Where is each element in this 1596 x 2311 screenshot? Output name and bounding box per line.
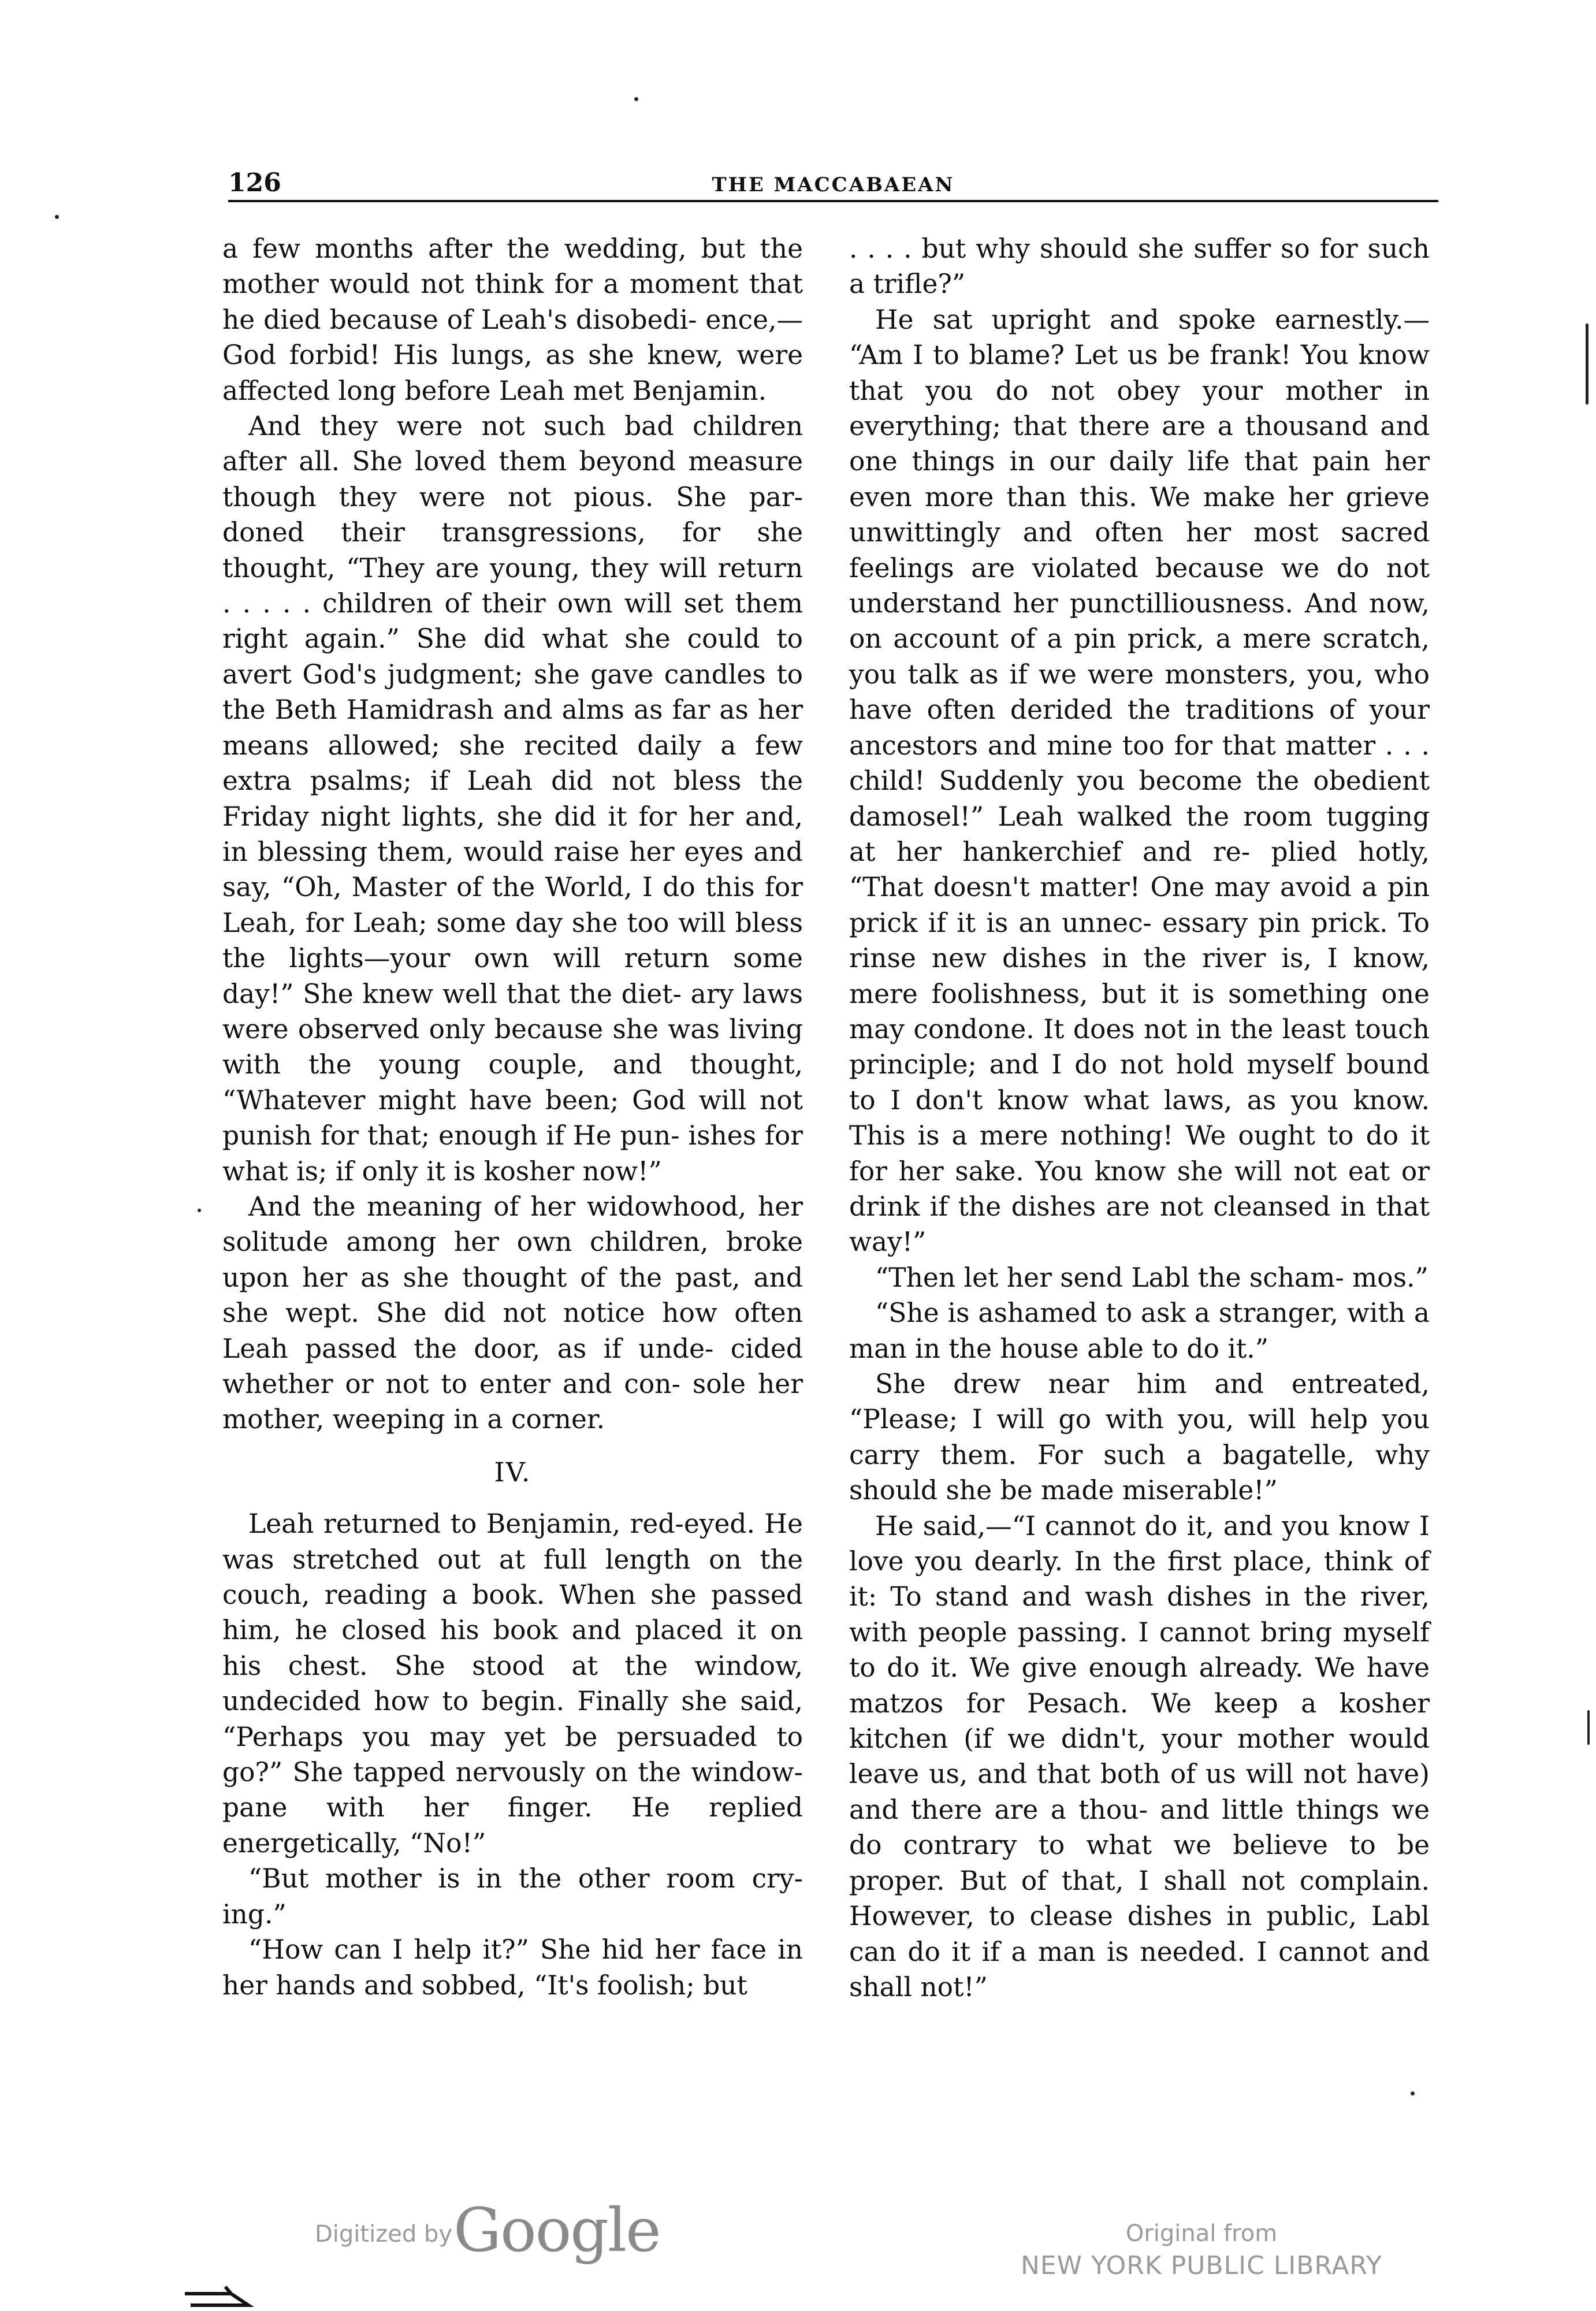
scan-speck: [1411, 2091, 1415, 2095]
google-logo: Google: [453, 2195, 660, 2265]
original-from-text: Original from: [1125, 2220, 1278, 2247]
paragraph: . . . . but why should she suffer so for such a trifle?”: [849, 233, 1430, 300]
library-name: NEW YORK PUBLIC LIBRARY: [1020, 2251, 1383, 2280]
library-credit: [942, 2219, 1461, 2283]
scan-speck: [1586, 324, 1588, 404]
header-rule: [228, 200, 1438, 202]
paragraph: “But mother is in the other room cry- ing.”: [222, 1863, 803, 1930]
left-column: [222, 231, 803, 2003]
right-column: [849, 231, 1430, 2005]
scan-speck: [55, 215, 59, 219]
scan-speck: [1587, 1710, 1590, 1745]
paragraph: “How can I help it?” She hid her face in her hands and sobbed, “It's foolish; but: [222, 1934, 803, 2001]
paragraph: He said,—“I cannot do it, and you know I love you dearly. In the first place, think of it: To stand and wash dishes in the river, with people passing. I cannot bring myself to do it. We give enough already. We have matzos for Pesach. We keep a kosher kitchen (if we didn't, your mother would leave us, and that both of us will not have) and there are a thou- and little things we do contrary to what we believe to be proper. But of that, I shall not complain. However, to clease dishes in public, Labl can do it if a man is needed. I cannot and shall not!”: [849, 1510, 1430, 2002]
page-number: 126: [228, 168, 281, 198]
paragraph: And the meaning of her widowhood, her solitude among her own children, broke upon her as she thought of the past, and she wept. She did not notice how often Leah passed the door, as if unde- cided whether or not to enter and con- sole her mother, weeping in a corner.: [222, 1191, 803, 1435]
paragraph: She drew near him and entreated, “Please; I will go with you, will help you carry them. For such a bagatelle, why should she be made miserable!”: [849, 1369, 1430, 1506]
page-header: [228, 169, 1438, 201]
paragraph: a few months after the wedding, but the mother would not think for a moment that he died because of Leah's disobedi- ence,—God forbid! His lungs, as she knew, were affected long before Leah met Benjamin.: [222, 233, 803, 406]
paragraph: He sat upright and spoke earnestly.— “Am I to blame? Let us be frank! You know that you do not obey your mother in everything; that there are a thousand and one things in our daily life that pain her even more than this. We make her grieve unwittingly and often her most sacred feelings are violated because we do not understand her punctilliousness. And now, on account of a pin prick, a mere scratch, you talk as if we were monsters, you, who have often derided the traditions of your ancestors and mine too for that matter . . . child! Suddenly you become the obedient damosel!” Leah walked the room tugging at her hankerchief and re- plied hotly, “That doesn't matter! One may avoid a pin prick if it is an unnec- essary pin prick. To rinse new dishes in the river is, I know, mere foolishness, but it is something one may condone. It does not in the least touch principle; and I do not hold myself bound to I don't know what laws, as you know. This is a mere nothing! We ought to do it for her sake. You know she will not eat or drink if the dishes are not cleansed in that way!”: [849, 304, 1430, 1258]
paragraph: “Then let her send Labl the scham- mos.”: [875, 1262, 1428, 1293]
scan-speck: [634, 97, 638, 101]
digitized-by-text: Digitized by: [315, 2221, 452, 2247]
paragraph: And they were not such bad children after all. She loved them beyond measure though they were not pious. She par- doned their transgressions, for she thought, “They are young, they will return . . . . . children of their own will set them right again.” She did what she could to avert God's judgment; she gave candles to the Beth Hamidrash and alms as far as her means allowed; she recited daily a few extra psalms; if Leah did not bless the Friday night lights, she did it for her and, in blessing them, would raise her eyes and say, “Oh, Master of the World, I do this for Leah, for Leah; some day she too will bless the lights—your own will return some day!” She knew well that the diet- ary laws were observed only because she was living with the young couple, and thought, “Whatever might have been; God will not punish for that; enough if He pun- ishes for what is; if only it is kosher now!”: [222, 411, 803, 1187]
paragraph: “She is ashamed to ask a stranger, with a man in the house able to do it.”: [849, 1298, 1430, 1364]
corner-arrow-mark: [173, 2282, 266, 2311]
section-heading: IV.: [494, 1456, 531, 1488]
paragraph: Leah returned to Benjamin, red-eyed. He was stretched out at full length on the couch, reading a book. When she passed him, he closed his book and placed it on his chest. She stood at the window, undecided how to begin. Finally she said, “Perhaps you may yet be persuaded to go?” She tapped nervously on the window-pane with her finger. He replied energetically, “No!”: [222, 1509, 803, 1859]
running-head: THE MACCABAEAN: [712, 173, 955, 196]
scan-speck: [198, 1209, 201, 1212]
